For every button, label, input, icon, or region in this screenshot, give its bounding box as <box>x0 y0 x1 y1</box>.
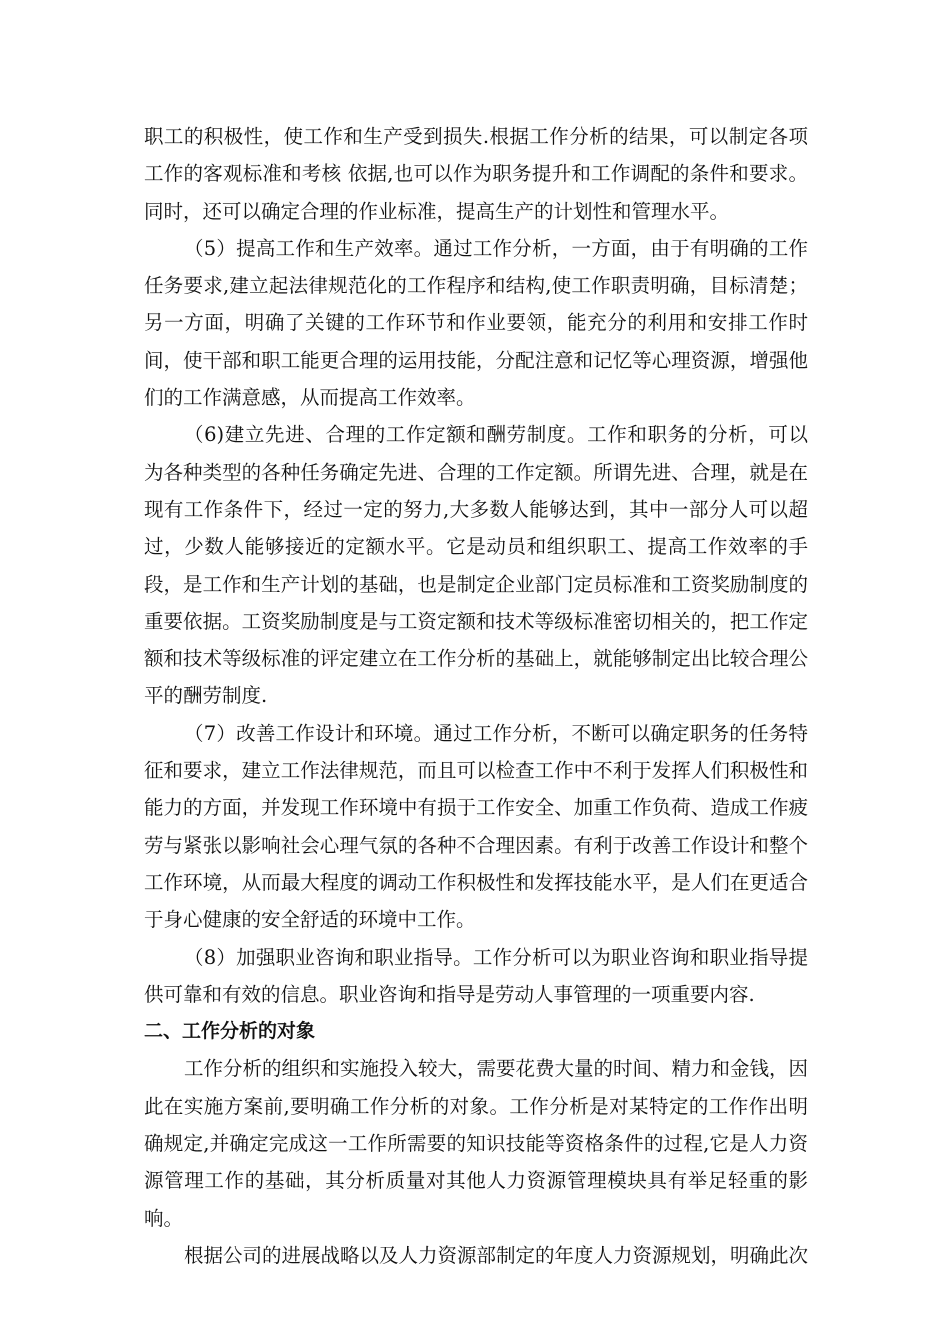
paragraph-career-guidance: （8）加强职业咨询和职业指导。工作分析可以为职业咨询和职业指导提供可靠和有效的信息。职业咨询和指导是劳动人事管理的一项重要内容. <box>144 945 808 1006</box>
paragraph-job-standards: 职工的积极性，使工作和生产受到损失.根据工作分析的结果，可以制定各项工作的客观标准和考核 依据,也可以作为职务提升和工作调配的条件和要求。同时，还可以确定合理的作业标准，提高生产的计划性和管理水平。 <box>144 125 808 223</box>
section-heading: 二、工作分析的对象 <box>144 1020 316 1043</box>
paragraph-analysis-object: 工作分析的组织和实施投入较大，需要花费大量的时间、精力和金钱，因此在实施方案前,要明确工作分析的对象。工作分析是对某特定的工作作出明确规定,并确定完成这一工作所需要的知识技能等资格条件的过程,它是人力资源管理工作的基础，其分析质量对其他人力资源管理模块具有举足轻重的影响。 <box>144 1057 809 1230</box>
paragraph-work-environment: （7）改善工作设计和环境。通过工作分析，不断可以确定职务的任务特征和要求，建立工作法律规范，而且可以检查工作中不利于发挥人们积极性和能力的方面，并发现工作环境中有损于工作安全、加重工作负荷、造成工作疲劳与紧张以影响社会心理气氛的各种不合理因素。有利于改善工作设计和整个工作环境，从而最大程度的调动工作积极性和发挥技能水平，是人们在更适合于身心健康的安全舒适的环境中工作。 <box>144 721 808 932</box>
document-page <box>144 118 808 1274</box>
paragraph-efficiency: （5）提高工作和生产效率。通过工作分析，一方面，由于有明确的工作任务要求,建立起法律规范化的工作程序和结构,使工作职责明确，目标清楚；另一方面，明确了关键的工作环节和作业要领，能充分的利用和安排工作时间，使干部和职工能更合理的运用技能，分配注意和记忆等心理资源，增强他们的工作满意感，从而提高工作效率。 <box>144 236 808 410</box>
paragraph-quota-pay: （6)建立先进、合理的工作定额和酬劳制度。工作和职务的分析，可以为各种类型的各种任务确定先进、合理的工作定额。所谓先进、合理，就是在现有工作条件下，经过一定的努力,大多数人能够达到，其中一部分人可以超过，少数人能够接近的定额水平。它是动员和组织职工、提高工作效率的手段，是工作和生产计划的基础，也是制定企业部门定员标准和工资奖励制度的重要依据。工资奖励制度是与工资定额和技术等级标准密切相关的，把工作定额和技术等级标准的评定建立在工作分析的基础上，就能够制定出比较合理公平的酬劳制度. <box>144 423 808 708</box>
paragraph-strategy: 根据公司的进展战略以及人力资源部制定的年度人力资源规划，明确此次 <box>184 1243 809 1267</box>
